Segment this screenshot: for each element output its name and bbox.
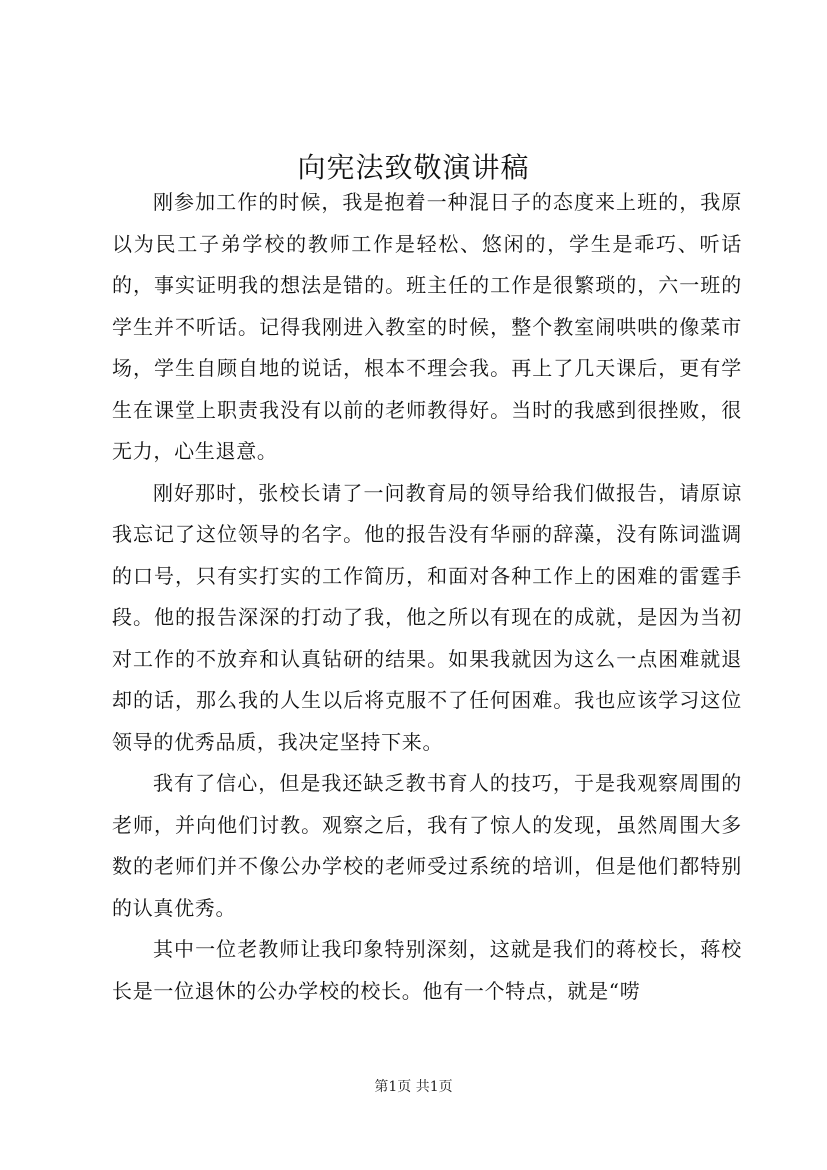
paragraph-4: 其中一位老教师让我印象特别深刻，这就是我们的蒋校长，蒋校长是一位退休的公办学校的校长。他有一个特点，就是“唠 [112,937,742,1003]
page-footer: 第1页 共1页 [374,1079,453,1095]
paragraph-3: 我有了信心，但是我还缺乏教书育人的技巧，于是我观察周围的老师，并向他们讨教。观察之后，我有了惊人的发现，虽然周围大多数的老师们并不像公办学校的老师受过系统的培训，但是他们都特别的认真优秀。 [112,771,742,920]
paragraph-2: 刚好那时，张校长请了一问教育局的领导给我们做报告，请原谅我忘记了这位领导的名字。他的报告没有华丽的辞藻，没有陈词滥调的口号，只有实打实的工作简历，和面对各种工作上的困难的雷霆手段。他的报告深深的打动了我，他之所以有现在的成就，是因为当初对工作的不放弃和认真钻研的结果。如果我就因为这么一点困难就退却的话，那么我的人生以后将克服不了任何困难。我也应该学习这位领导的优秀品质，我决定坚持下来。 [112,480,742,754]
paragraph-1: 刚参加工作的时候，我是抱着一种混日子的态度来上班的，我原以为民工子弟学校的教师工作是轻松、悠闲的，学生是乖巧、听话的，事实证明我的想法是错的。班主任的工作是很繁琐的，六一班的学生并不听话。记得我刚进入教室的时候，整个教室闹哄哄的像菜市场，学生自顾自地的说话，根本不理会我。再上了几天课后，更有学生在课堂上职责我没有以前的老师教得好。当时的我感到很挫败，很无力，心生退意。 [112,190,742,463]
document-body [112,182,742,1012]
document-title: 向宪法致敬演讲稿 [297,151,530,184]
